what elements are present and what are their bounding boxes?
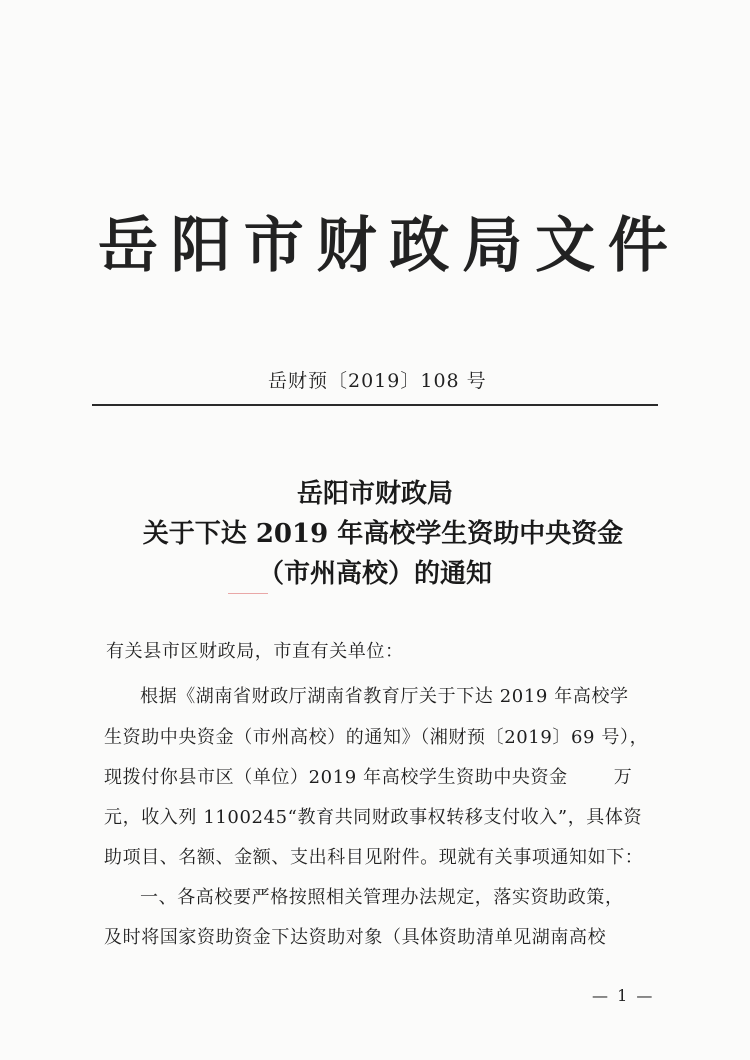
masthead-char: 局 xyxy=(462,211,523,281)
masthead-char: 市 xyxy=(243,211,304,281)
paragraph-line: 及时将国家资助资金下达资助对象（具体资助清单见湖南高校 xyxy=(104,927,607,948)
paragraph-line: 元，收入列 1100245“教育共同财政事权转移支付收入”，具体资 xyxy=(104,807,643,828)
paragraph-line: 生资助中央资金（市州高校）的通知》（湘财预〔2019〕69 号）， xyxy=(104,727,649,748)
header-divider xyxy=(92,404,658,406)
masthead-char: 财 xyxy=(316,211,377,281)
masthead-title xyxy=(96,206,670,286)
paragraph-text: 现拨付你县市区（单位）2019 年高校学生资助中央资金 xyxy=(104,767,568,788)
red-underline-mark xyxy=(228,593,268,594)
masthead-char: 岳 xyxy=(98,211,158,281)
masthead-char: 政 xyxy=(389,211,450,281)
paragraph-line xyxy=(104,762,644,794)
document-number: 岳财预〔2019〕108 号 xyxy=(268,370,487,392)
paragraph-line: 根据《湖南省财政厅湖南省教育厅关于下达 2019 年高校学 xyxy=(140,686,629,707)
masthead-char: 件 xyxy=(607,211,668,281)
masthead-char: 阳 xyxy=(170,211,231,281)
page-number: — 1 — xyxy=(592,986,655,1005)
title-line-1: 岳阳市财政局 xyxy=(296,479,453,509)
paragraph-line: 助项目、名额、金额、支出科目见附件。现就有关事项通知如下： xyxy=(104,847,644,868)
paragraph-line: 一、各高校要严格按照相关管理办法规定，落实资助政策， xyxy=(140,887,624,908)
paragraph-text: 万 xyxy=(613,767,633,788)
masthead-char: 文 xyxy=(535,211,596,281)
title-line-3: （市州高校）的通知 xyxy=(257,559,492,589)
salutation: 有关县市区财政局，市直有关单位： xyxy=(106,641,404,662)
title-line-2: 关于下达 2019 年高校学生资助中央资金 xyxy=(142,519,624,549)
